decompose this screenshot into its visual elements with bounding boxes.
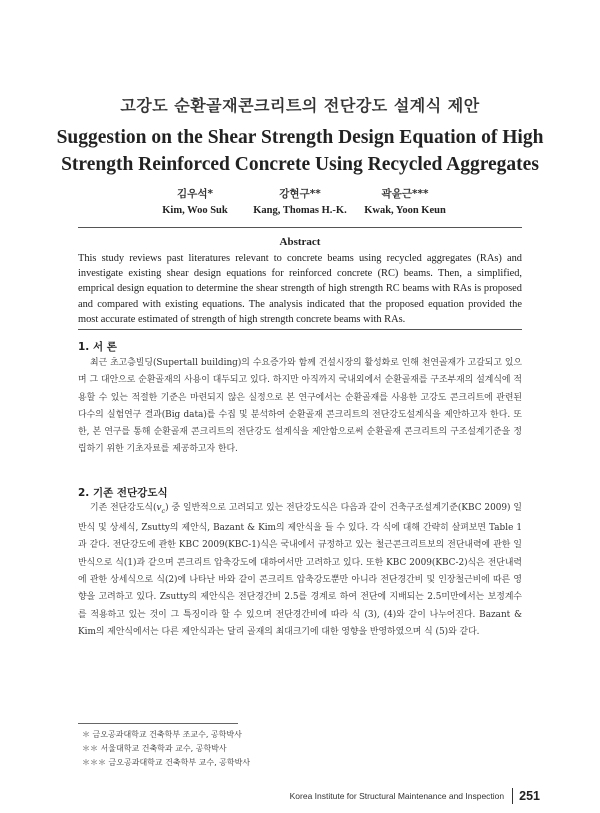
footnote-1: ＊ 금오공과대학교 건축학부 조교수, 공학박사: [82, 730, 242, 739]
shear-strength-symbol: v: [156, 503, 162, 513]
author-3-english-name: Kwak, Yoon Keun: [364, 205, 446, 216]
section-2-text-rest: ) 중 일반적으로 고려되고 있는 전단강도식은 다음과 같이 건축구조설계기준(KBC 2009) 일반식 및 상세식, Zsutty의 제안식, Bazant & Kim의 제안식을 들 수 있다. 각 식에 대해 간략히 살펴보면 Table 1과 같다. 전단강도에 관한 KBC 2009(KBC-1)식은 국내에서 규정하고 있는 철근콘크리트보의 전단내력에 관한 일반식으로 식(1)과 같으며 콘크리트 압축강도에 대하여서만 고려하고 있다. 또한 KBC 2009(KBC-2)식은 전단내력에 관한 상세식으로 식(2)에 나타난 바와 같이 콘크리트 압축강도뿐만 아니라 전단경간비 및 인장철근비에 따른 영향을 고려하고 있다. Zsutty의 제안식은 전단경간비 2.5를 경계로 하여 전단에 지배되는 2.5미만에서는 보정계수를 적용하고 있는 것이 그 특징이라 할 수 있으며 전단경간비에 따라 식 (3), (4)와 같이 나누어진다. Bazant & Kim의 제안식에서는 다른 제안식과는 달리 골재의 최대크기에 대한 영향을 반영하였으며 식 (5)와 같다.: [78, 503, 523, 637]
author-1-english-name: Kim, Woo Suk: [162, 205, 228, 216]
author-1: [150, 186, 240, 216]
author-2-korean-name: 강현구**: [279, 188, 321, 200]
section-1-body: 최근 초고층빌딩(Supertall building)의 수요증가와 함께 건설시장의 활성화로 인해 천연골재가 고갈되고 있으며 그 대안으로 순환골재의 사용이 대두되고 있다. 하지만 아직까지 국내외에서 순환골재를 구조부재의 설계식에 적용할 수 있는 적절한 기준은 마련되지 않은 실정으로 본 연구에서는 순환골재를 사용한 고강도 콘크리트에 관련된 다수의 실험연구 결과(Big data)를 수집 및 분석하여 순환골재 콘크리트의 전단강도설계식을 제안하고자 한다. 또한, 본 연구를 통해 순환골재 콘크리트의 전단강도 설계식을 제안함으로써 순환골재 콘크리트의 구조설계기준을 정립하기 위한 기초자료를 제공하고자 한다.: [78, 358, 522, 455]
footnotes: [82, 728, 250, 770]
abstract-bottom-rule: [78, 329, 522, 330]
author-3-korean-name: 곽윤근***: [381, 188, 429, 200]
footnote-3: ＊＊＊ 금오공과대학교 건축학부 교수, 공학박사: [82, 758, 251, 767]
abstract-top-rule: [78, 227, 522, 228]
section-2-text-start: 기존 전단강도식(: [90, 503, 157, 513]
author-1-korean-name: 김우석*: [177, 188, 213, 200]
shear-strength-subscript: c: [161, 506, 166, 515]
section-2-body: [78, 500, 522, 641]
abstract-heading: Abstract: [279, 236, 321, 248]
footer-divider: [512, 788, 513, 804]
section-2-heading: 2. 기존 전단강도식: [78, 487, 168, 499]
page-footer: [290, 787, 540, 805]
page-number: 251: [519, 789, 540, 803]
abstract-body: This study reviews past literatures relevant to concrete beams using recycled aggregates (RAs) and investigate existing shear design equations for reinforced concrete (RC) beams. Then, a simplified, emprical design equation to determine the shear strength of high strength RC beams with RAs is proposed and compared with existing equations. The analysis indicated that the proposed equation provided the most accurate estimated of strength of high strength concrete beams with RAs.: [78, 253, 522, 325]
section-1-heading: 1. 서 론: [78, 341, 117, 353]
korean-title: 고강도 순환골재콘크리트의 전단강도 설계식 제안: [120, 96, 480, 115]
author-3: [360, 186, 450, 216]
english-title-line-2: Strength Reinforced Concrete Using Recycled Aggregates: [61, 154, 539, 175]
author-2-english-name: Kang, Thomas H.-K.: [253, 205, 347, 216]
author-list: [150, 186, 450, 226]
footnote-rule: [78, 723, 238, 724]
footnote-2: ＊＊ 서울대학교 건축학과 교수, 공학박사: [82, 744, 227, 753]
english-title-line-1: Suggestion on the Shear Strength Design Equation of High: [56, 127, 544, 148]
author-2: [245, 186, 355, 216]
english-title: [40, 124, 560, 178]
journal-name: Korea Institute for Structural Maintenance and Inspection: [289, 791, 505, 801]
